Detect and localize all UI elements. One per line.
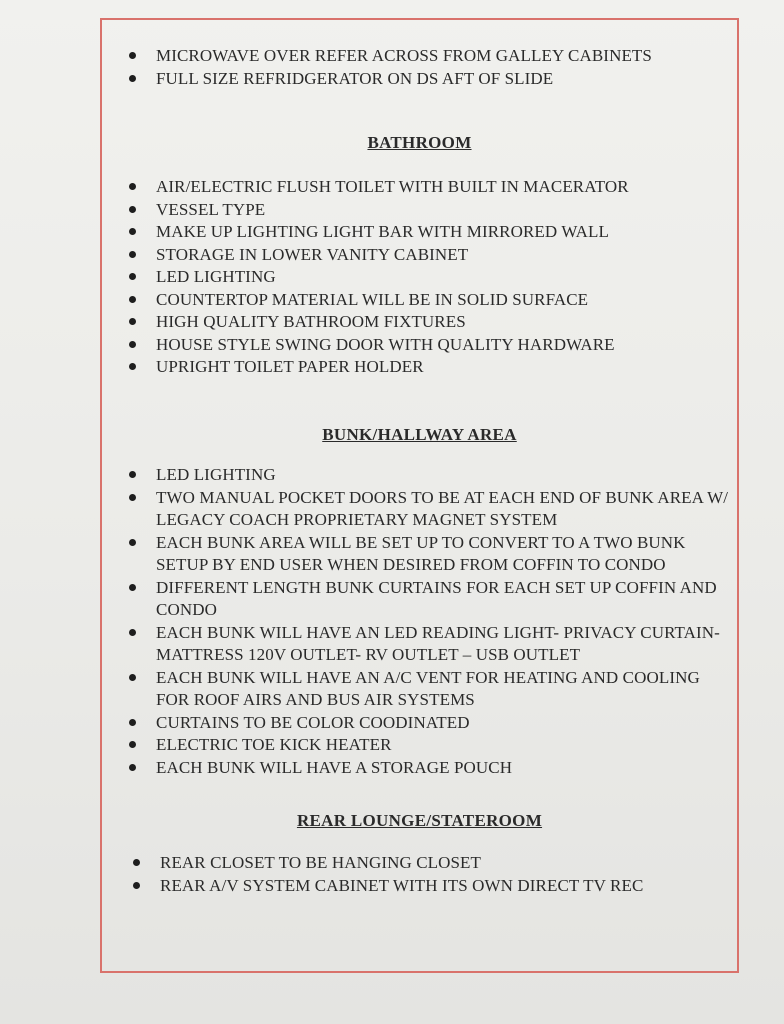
bullet-icon xyxy=(129,52,136,59)
bullet-icon xyxy=(129,296,136,303)
kitchen-list xyxy=(100,45,739,90)
list-item: AIR/ELECTRIC FLUSH TOILET WITH BUILT IN MACERATOR xyxy=(100,176,739,199)
list-item: TWO MANUAL POCKET DOORS TO BE AT EACH END OF BUNK AREA W/ LEGACY COACH PROPRIETARY MAGNET SYSTEM xyxy=(100,487,733,532)
bullet-icon xyxy=(129,629,136,636)
list-item: MICROWAVE OVER REFER ACROSS FROM GALLEY CABINETS xyxy=(100,45,739,68)
list-item: UPRIGHT TOILET PAPER HOLDER xyxy=(100,356,739,379)
list-item: LED LIGHTING xyxy=(100,266,739,289)
rear-section xyxy=(104,852,739,897)
bunk-section xyxy=(100,464,739,779)
bathroom-list xyxy=(100,176,739,379)
list-item: HOUSE STYLE SWING DOOR WITH QUALITY HARDWARE xyxy=(100,334,739,357)
rear-heading: REAR LOUNGE/STATEROOM xyxy=(296,811,543,830)
bullet-icon xyxy=(129,75,136,82)
list-item: FULL SIZE REFRIDGERATOR ON DS AFT OF SLIDE xyxy=(100,68,739,91)
list-item: EACH BUNK WILL HAVE A STORAGE POUCH xyxy=(100,757,733,780)
list-item: STORAGE IN LOWER VANITY CABINET xyxy=(100,244,739,267)
bullet-icon xyxy=(129,719,136,726)
list-item: EACH BUNK AREA WILL BE SET UP TO CONVERT TO A TWO BUNK SETUP BY END USER WHEN DESIRED FROM COFFIN TO CONDO xyxy=(100,532,733,577)
bullet-icon xyxy=(129,494,136,501)
list-item: ELECTRIC TOE KICK HEATER xyxy=(100,734,733,757)
bullet-icon xyxy=(129,584,136,591)
list-item: COUNTERTOP MATERIAL WILL BE IN SOLID SURFACE xyxy=(100,289,739,312)
list-item: HIGH QUALITY BATHROOM FIXTURES xyxy=(100,311,739,334)
bullet-icon xyxy=(129,341,136,348)
bullet-icon xyxy=(129,363,136,370)
bullet-icon xyxy=(129,273,136,280)
bunk-heading: BUNK/HALLWAY AREA xyxy=(322,425,517,444)
list-item: REAR A/V SYSTEM CABINET WITH ITS OWN DIRECT TV REC xyxy=(104,875,739,898)
bullet-icon xyxy=(129,741,136,748)
bullet-icon xyxy=(129,228,136,235)
kitchen-section xyxy=(100,45,739,90)
list-item: REAR CLOSET TO BE HANGING CLOSET xyxy=(104,852,739,875)
bathroom-section xyxy=(100,176,739,379)
bullet-icon xyxy=(133,882,140,889)
list-item: EACH BUNK WILL HAVE AN A/C VENT FOR HEATING AND COOLING FOR ROOF AIRS AND BUS AIR SYSTEMS xyxy=(100,667,733,712)
bullet-icon xyxy=(129,318,136,325)
bullet-icon xyxy=(129,206,136,213)
bullet-icon xyxy=(129,539,136,546)
bathroom-heading: BATHROOM xyxy=(367,133,472,152)
list-item: VESSEL TYPE xyxy=(100,199,739,222)
bullet-icon xyxy=(129,251,136,258)
bunk-list xyxy=(100,464,733,779)
list-item: LED LIGHTING xyxy=(100,464,733,487)
bullet-icon xyxy=(129,471,136,478)
bullet-icon xyxy=(129,764,136,771)
list-item: DIFFERENT LENGTH BUNK CURTAINS FOR EACH SET UP COFFIN AND CONDO xyxy=(100,577,733,622)
rear-list xyxy=(104,852,739,897)
list-item: MAKE UP LIGHTING LIGHT BAR WITH MIRRORED WALL xyxy=(100,221,739,244)
list-item: EACH BUNK WILL HAVE AN LED READING LIGHT- PRIVACY CURTAIN- MATTRESS 120V OUTLET- RV OUTLET – USB OUTLET xyxy=(100,622,733,667)
list-item: CURTAINS TO BE COLOR COODINATED xyxy=(100,712,733,735)
bullet-icon xyxy=(133,859,140,866)
bullet-icon xyxy=(129,674,136,681)
bullet-icon xyxy=(129,183,136,190)
